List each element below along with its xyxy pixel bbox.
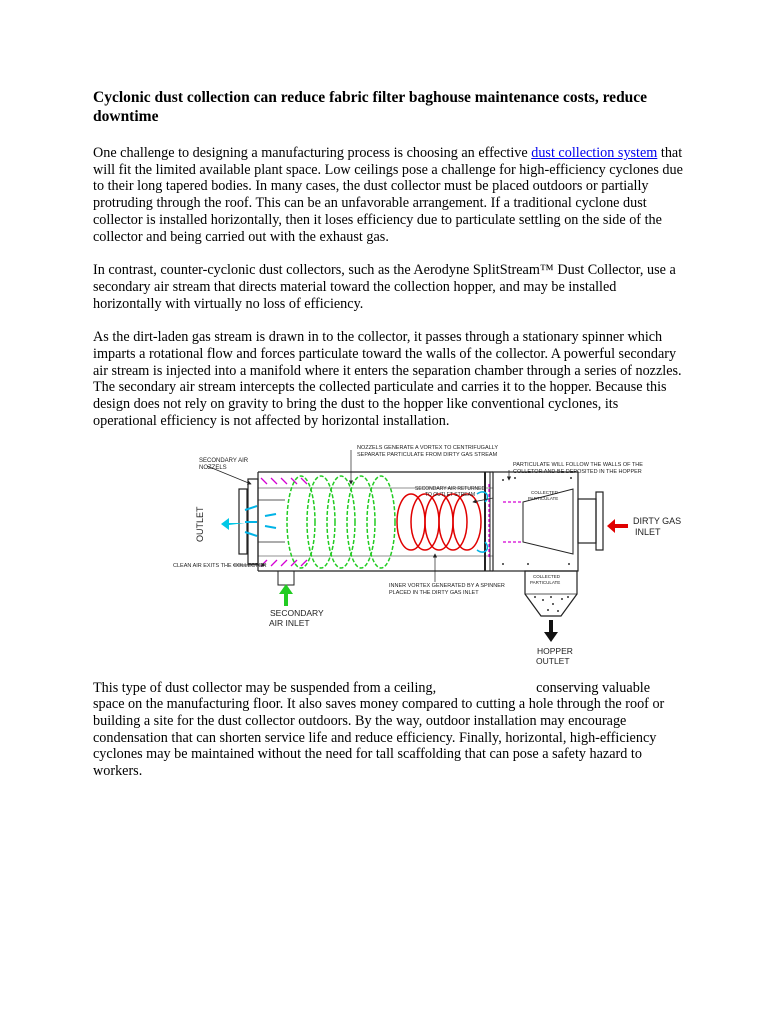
dust-collection-system-link[interactable]: dust collection system (531, 145, 658, 161)
paragraph-process: As the dirt-laden gas stream is drawn in to the collector, it passes through a stationary spinner which imparts a rotational flow and forces particulate toward the walls of the collector. A powerful secondary air stream is injected into a manifold where it enters the separation chamber through a series of nozzles. The secondary air stream intercepts the collected particulate and carries it to the hopper. Because this design does not rely on gravity to bring the dust to the hopper like conventional cyclones, its operational efficiency is not affected by horizontal installation. (93, 329, 682, 429)
paragraph-suspended-text-2: conserving valuable space on the manufacturing floor. It also saves money compared to cutting a hole through the roof or building a site for the dust collector outdoors. By the way, outdoor installation may encourage condensation that can shorten service life and reduce efficiency. Finally, horizontal, high-efficiency cyclones may be maintained without the need for tall scaffolding that can pose a safety hazard to workers. (93, 679, 665, 780)
label-nozzles-note-1: NOZZELS GENERATE A VORTEX TO CENTRIFUGALLY (357, 444, 498, 451)
outlet-arrow-icon (221, 518, 245, 530)
label-dirty-gas-1: DIRTY GAS (633, 515, 682, 526)
label-collected-bottom-2: PARTICULATE (530, 579, 561, 585)
label-inner-vortex-2: PLACED IN THE DIRTY GAS INLET (389, 589, 479, 596)
inlet-flange (596, 492, 603, 550)
paragraph-counter-cyclonic: In contrast, counter-cyclonic dust collectors, such as the Aerodyne SplitStream™ Dust Collector, use a secondary air stream that directs material toward the collection hopper, and may be installed horizontally with virtually no loss of efficiency. (93, 262, 676, 312)
label-particulate-note-1: PARTICULATE WILL FOLLOW THE WALLS OF THE (513, 461, 643, 468)
diagram-svg (173, 444, 693, 680)
inlet-collar (578, 499, 596, 543)
paragraph-suspended-text-1: This type of dust collector may be suspended from a ceiling, (93, 679, 437, 696)
paragraph-suspended (93, 680, 683, 780)
label-collected-top-1: COLLECTED (531, 489, 559, 495)
secondary-air-arrow-icon (279, 584, 293, 606)
label-secondary-returned-2: TO OUTLET STREAM (425, 491, 476, 498)
hopper-outlet-arrow-icon (544, 620, 558, 642)
article-title: Cyclonic dust collection can reduce fabric filter baghouse maintenance costs, reduce downtime (93, 89, 648, 125)
document-body (93, 88, 683, 780)
label-collected-bottom-1: COLLECTED (533, 573, 561, 579)
label-secondary-returned-1: SECONDARY AIR RETURNED (415, 485, 486, 492)
dust-collector-diagram (93, 444, 683, 680)
label-collected-top-2: PARTICULATE (528, 495, 559, 501)
inner-vortex-coils (397, 491, 481, 550)
label-secondary-air-inlet-1: SECONDARY (270, 607, 324, 618)
dirty-gas-arrow-icon (607, 519, 628, 533)
label-nozzles-note-2: SEPARATE PARTICULATE FROM DIRTY GAS STREAM (357, 451, 498, 458)
label-outlet: OUTLET (195, 506, 205, 542)
label-secondary-air-inlet-2: AIR INLET (269, 617, 310, 628)
label-secondary-air-nozzles-1: SECONDARY AIR (199, 457, 249, 464)
label-secondary-air-nozzles-2: NOZZELS (199, 464, 227, 471)
label-inner-vortex-1: INNER VORTEX GENERATED BY A SPINNER (389, 582, 505, 589)
label-hopper-outlet-1: HOPPER (537, 645, 573, 656)
separation-chamber (493, 472, 578, 571)
paragraph-intro (93, 145, 683, 245)
label-dirty-gas-2: INLET (635, 526, 661, 537)
clean-air-arrows (245, 506, 276, 536)
label-particulate-note-2: COLLETOR AND BE DEPOSITED IN THE HOPPER (513, 468, 642, 475)
label-clean-air: CLEAN AIR EXITS THE COLLECTOR (173, 562, 267, 569)
outer-vortex-coils (287, 476, 395, 568)
paragraph-intro-text-2: that will fit the limited available plant space. Low ceilings pose a challenge for high-efficiency cyclones due to their long tapered bodies. In many cases, the dust collector must be placed outdoors or partially protruding through the roof. This can be an unfavorable arrangement. If a traditional cyclone dust collector is installed horizontally, then it loses efficiency due to particulate settling on the side of the collector and being carried out with the exhaust gas. (93, 145, 683, 245)
label-hopper-outlet-2: OUTLET (536, 655, 570, 666)
paragraph-intro-text-1: One challenge to designing a manufacturing process is choosing an effective (93, 145, 532, 161)
